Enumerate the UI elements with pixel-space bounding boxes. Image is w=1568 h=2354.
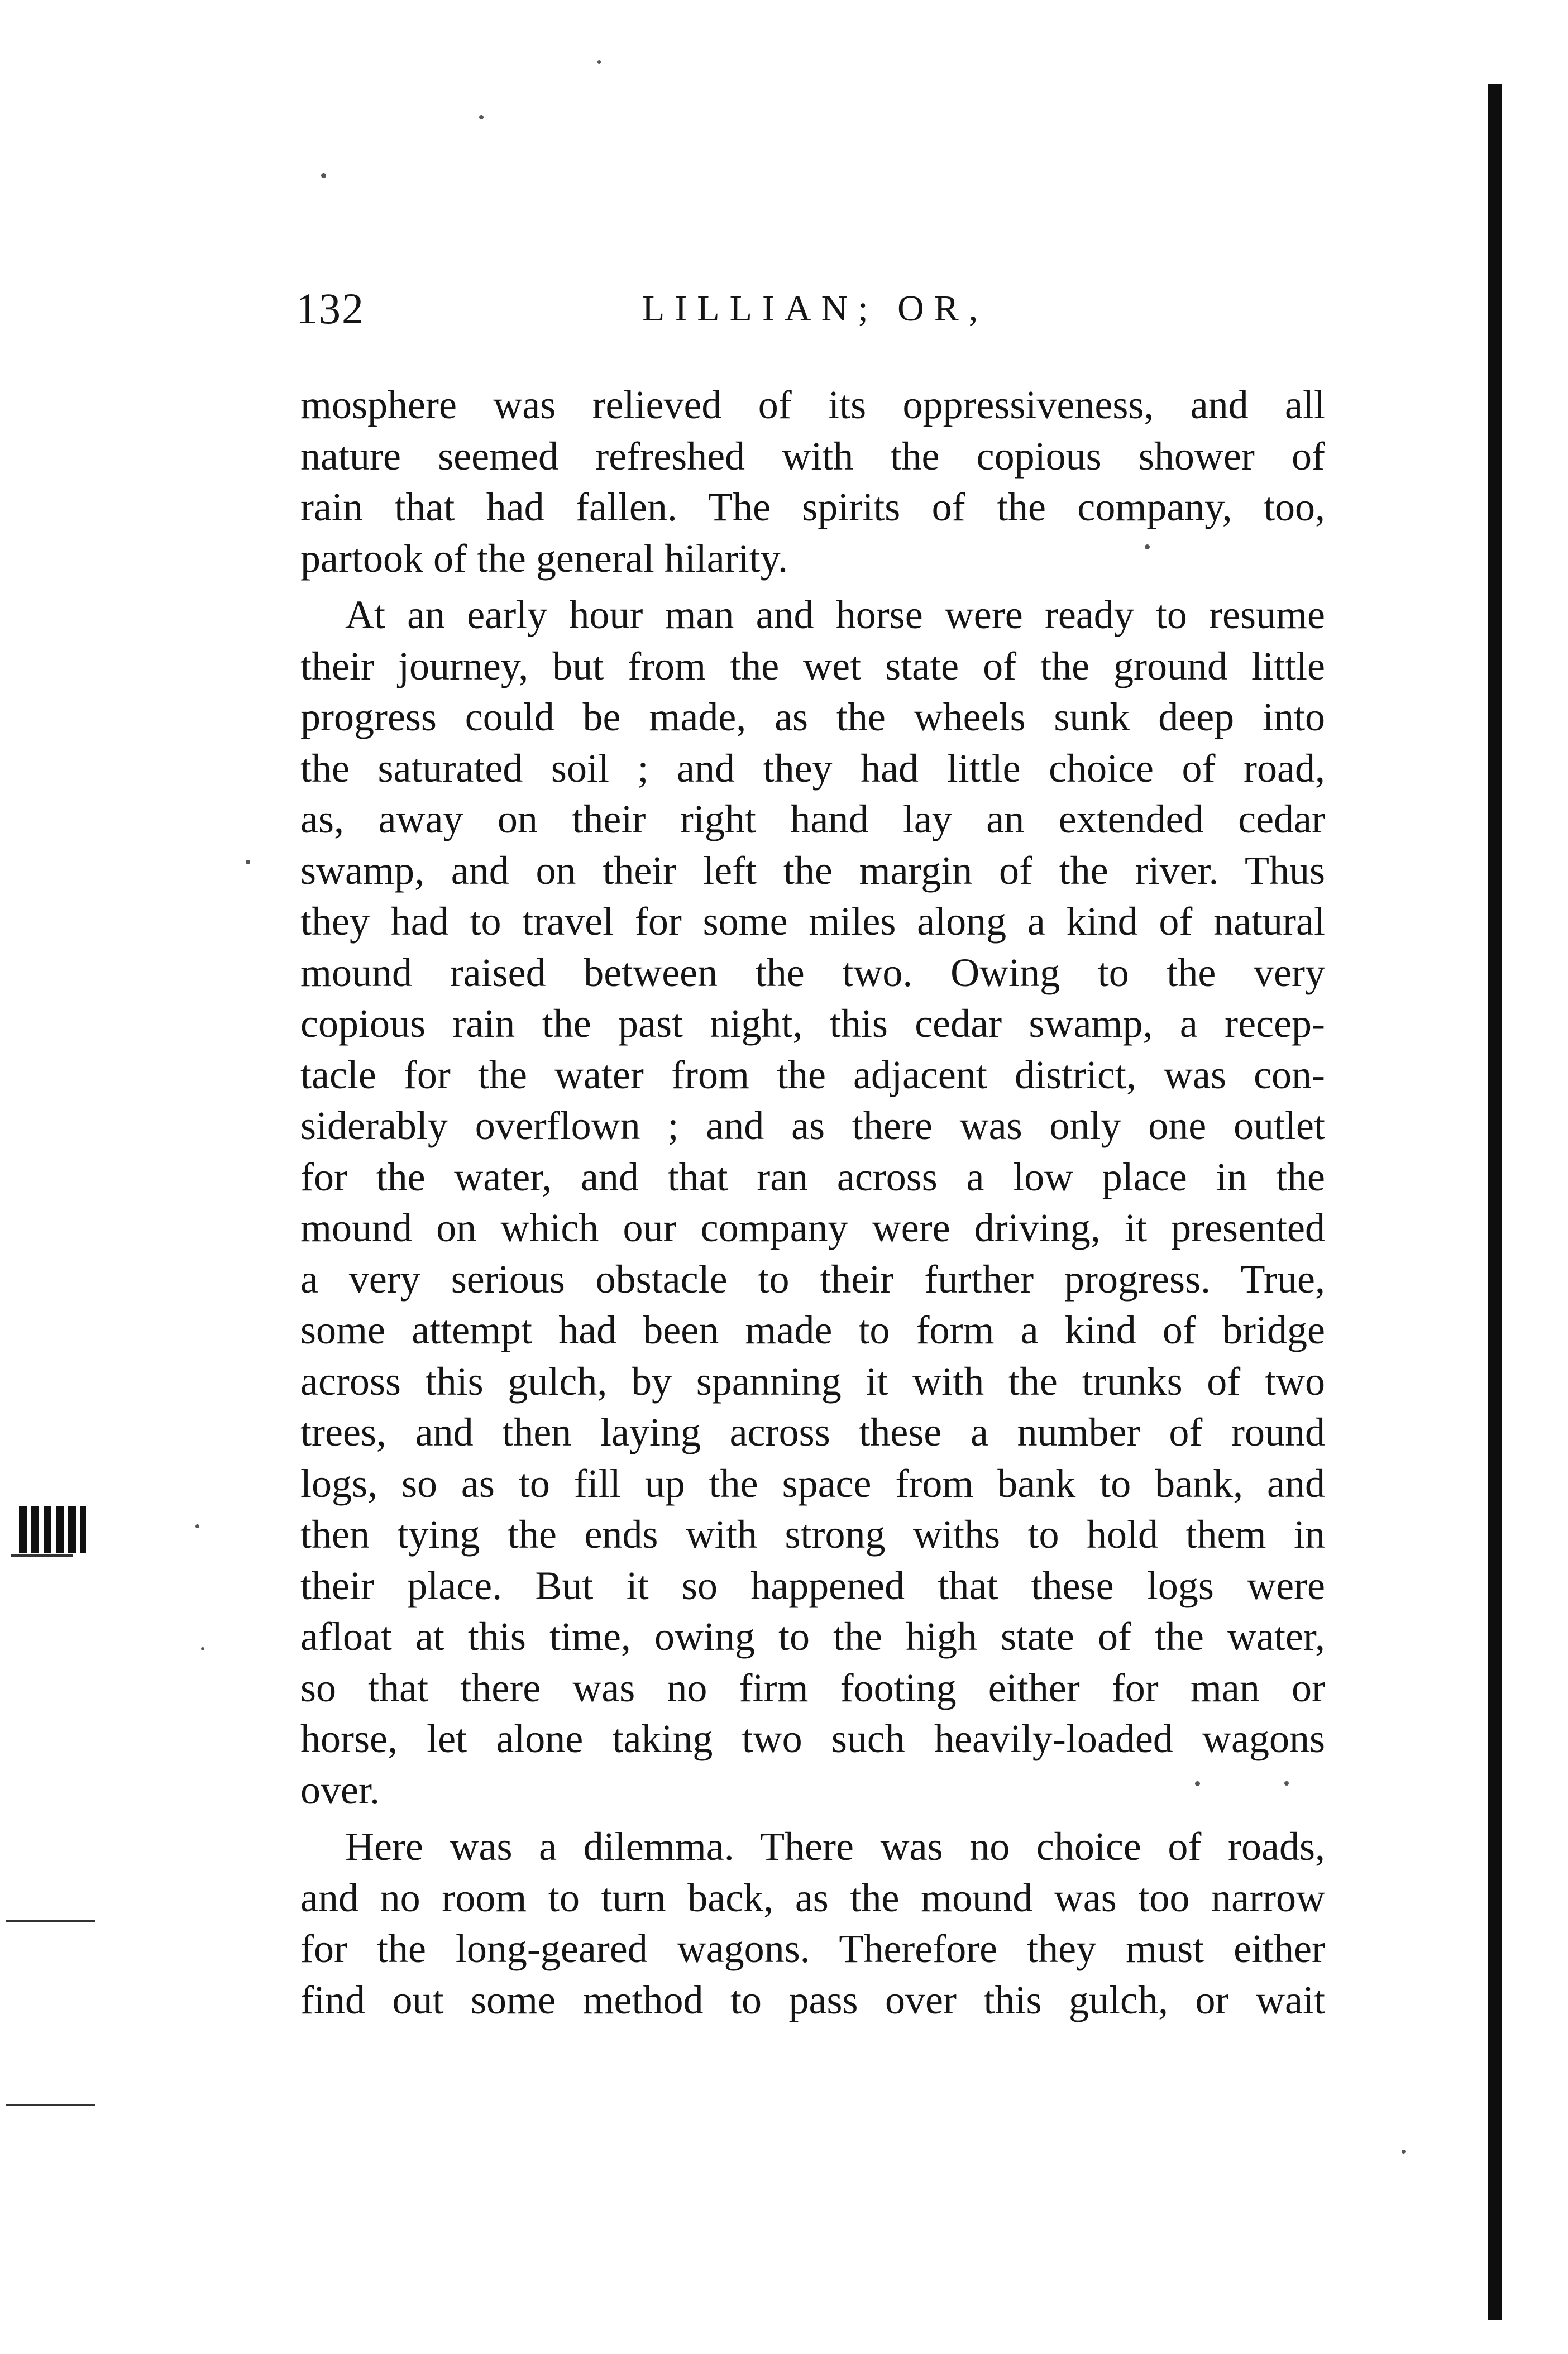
text-line: some attempt had been made to form a kind of bridge xyxy=(300,1308,1325,1352)
text-line: mound on which our company were driving, it presented xyxy=(300,1205,1325,1250)
scan-speck xyxy=(1402,2150,1406,2154)
page-header xyxy=(296,284,1335,334)
text-line: partook of the general hilarity. xyxy=(300,535,788,581)
text-line: copious rain the past night, this cedar swamp, a recep- xyxy=(300,1001,1325,1046)
text-line: so that there was no firm footing either for man or xyxy=(300,1665,1325,1710)
text-line: their place. But it so happened that these logs were xyxy=(300,1563,1325,1608)
scan-speck xyxy=(1284,1781,1289,1786)
scan-speck xyxy=(246,860,250,864)
text-line: afloat at this time, owing to the high state of the water, xyxy=(300,1614,1325,1659)
text-line: as, away on their right hand lay an extended cedar xyxy=(300,797,1325,841)
scan-speck xyxy=(1195,1781,1200,1786)
scan-speck xyxy=(1145,544,1150,549)
text-line: for the long-geared wagons. Therefore they must either xyxy=(300,1926,1325,1971)
running-title: LILLIAN; OR, xyxy=(642,288,988,329)
text-line: over. xyxy=(300,1767,380,1812)
paragraph-3 xyxy=(300,1821,1325,2026)
text-line: then tying the ends with strong withs to hold them in xyxy=(300,1512,1325,1557)
page-number: 132 xyxy=(296,284,365,333)
text-line: a very serious obstacle to their further progress. True, xyxy=(300,1256,1325,1302)
paragraph-1 xyxy=(300,380,1325,584)
text-line: for the water, and that ran across a low place in the xyxy=(300,1154,1325,1199)
text-line: mosphere was relieved of its oppressiveness, and all xyxy=(300,382,1325,427)
text-line: their journey, but from the wet state of the ground little xyxy=(300,643,1325,688)
scan-edge-rule xyxy=(1488,84,1502,2320)
text-line: progress could be made, as the wheels sunk deep into xyxy=(300,695,1325,739)
scan-speck xyxy=(321,173,326,178)
text-line: rain that had fallen. The spirits of the company, too, xyxy=(300,485,1325,529)
scan-speck xyxy=(195,1524,199,1528)
text-line: the saturated soil ; and they had little choice of road, xyxy=(300,745,1325,791)
text-line: trees, and then laying across these a number of round xyxy=(300,1410,1325,1454)
text-line: and no room to turn back, as the mound was too narrow xyxy=(300,1875,1325,1920)
text-line: across this gulch, by spanning it with the trunks of two xyxy=(300,1358,1325,1404)
paragraph-2 xyxy=(300,590,1325,1816)
text-line: tacle for the water from the adjacent district, was con- xyxy=(300,1052,1325,1097)
scan-binding-mark xyxy=(19,1506,86,1553)
text-line: find out some method to pass over this gulch, or wait xyxy=(300,1977,1325,2022)
text-line: logs, so as to fill up the space from bank to bank, and xyxy=(300,1461,1325,1506)
text-line: At an early hour man and horse were ready to resume xyxy=(345,592,1325,637)
text-line: Here was a dilemma. There was no choice of roads, xyxy=(345,1824,1325,1869)
text-line: nature seemed refreshed with the copious shower of xyxy=(300,433,1325,479)
scan-dash xyxy=(11,1554,73,1557)
body-text xyxy=(300,380,1325,2026)
scan-speck xyxy=(479,115,484,119)
text-line: siderably overflown ; and as there was only one outlet xyxy=(300,1103,1325,1148)
scan-speck xyxy=(201,1647,204,1650)
scan-dash xyxy=(6,1920,95,1922)
scan-speck xyxy=(597,60,601,64)
text-line: they had to travel for some miles along a kind of natural xyxy=(300,899,1325,944)
text-line: mound raised between the two. Owing to the very xyxy=(300,950,1325,995)
text-line: swamp, and on their left the margin of the river. Thus xyxy=(300,848,1325,893)
text-line: horse, let alone taking two such heavily-loaded wagons xyxy=(300,1716,1325,1761)
scan-dash xyxy=(6,2104,95,2106)
